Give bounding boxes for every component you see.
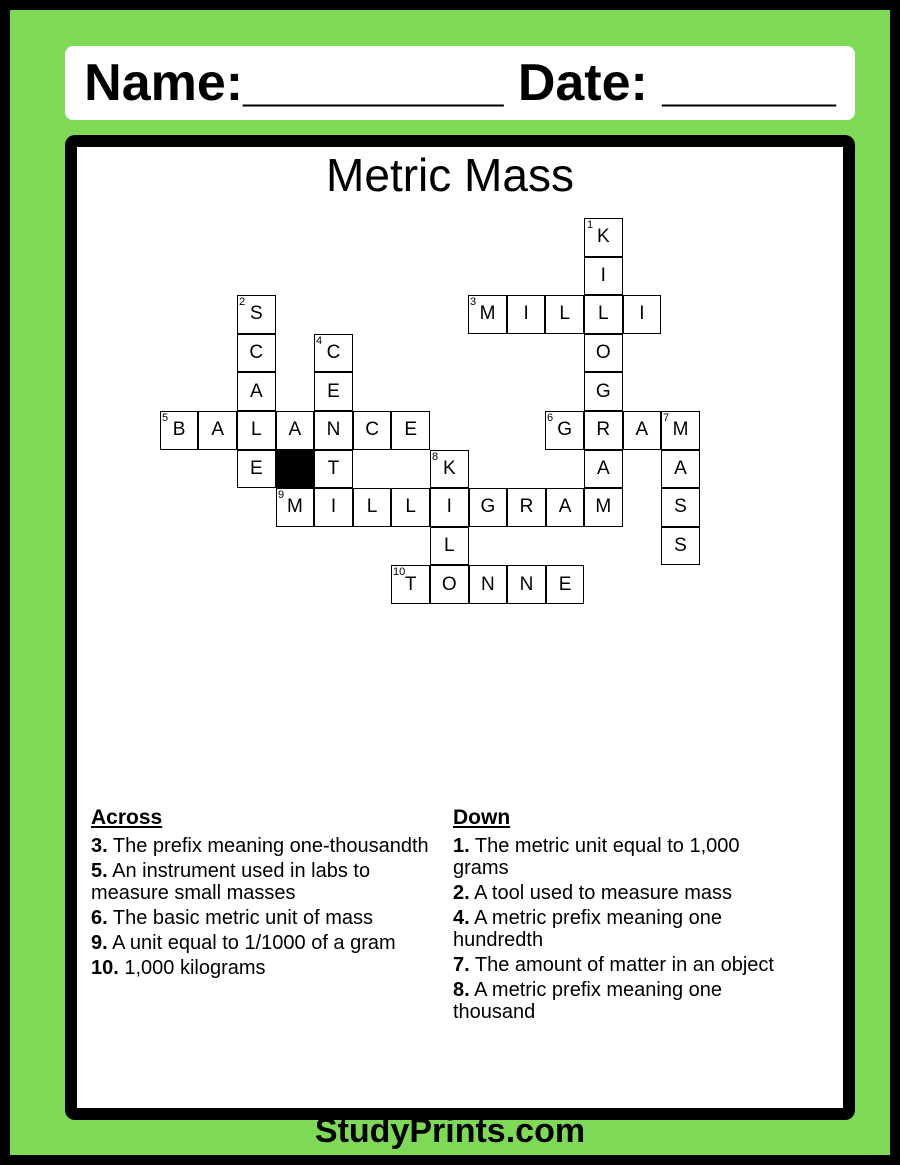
- cell-letter: T: [404, 573, 417, 595]
- crossword-cell[interactable]: [546, 488, 585, 527]
- page-title: Metric Mass: [326, 149, 574, 201]
- cell-letter: M: [479, 303, 496, 325]
- crossword-cell[interactable]: [584, 334, 623, 373]
- cell-letter: I: [523, 303, 529, 325]
- across-clues: [91, 807, 431, 982]
- down-clues: [453, 807, 783, 1026]
- crossword-cell[interactable]: [584, 411, 623, 450]
- clue-text: The basic metric unit of mass: [112, 907, 373, 929]
- cell-letter: S: [674, 496, 687, 518]
- footer-brand: StudyPrints.com: [314, 1112, 586, 1150]
- clue-number: 6.: [91, 907, 108, 929]
- crossword-cell[interactable]: [314, 411, 353, 450]
- cell-letter: C: [249, 342, 264, 364]
- clue-item: [91, 932, 431, 954]
- crossword-cell[interactable]: [237, 450, 276, 489]
- crossword-cell[interactable]: [584, 257, 623, 296]
- crossword-cell[interactable]: [430, 565, 469, 604]
- crossword-cell[interactable]: [391, 411, 430, 450]
- crossword-cell[interactable]: [198, 411, 237, 450]
- crossword-cell[interactable]: [623, 295, 662, 334]
- cell-letter: R: [596, 419, 611, 441]
- cell-letter: M: [672, 419, 689, 441]
- clue-item: [453, 954, 783, 976]
- clue-number: 10: [393, 566, 406, 578]
- cell-letter: A: [288, 419, 302, 441]
- clue-number: 5: [162, 412, 169, 424]
- crossword-cell[interactable]: [391, 488, 430, 527]
- cell-letter: N: [481, 573, 495, 595]
- crossword-cell[interactable]: [237, 411, 276, 450]
- clue-number: 3: [470, 296, 477, 308]
- crossword-cell[interactable]: [584, 372, 623, 411]
- crossword-cell[interactable]: [353, 488, 392, 527]
- cell-letter: A: [596, 457, 610, 479]
- clue-number: 8: [432, 451, 439, 463]
- clue-number: 2.: [453, 882, 470, 904]
- cell-letter: G: [480, 496, 496, 518]
- clue-number: 8.: [453, 979, 470, 1001]
- cell-letter: K: [596, 226, 610, 248]
- crossword-cell[interactable]: [430, 527, 469, 566]
- crossword-cell[interactable]: [276, 411, 315, 450]
- clue-number: 4.: [453, 907, 470, 929]
- cell-letter: C: [326, 342, 341, 364]
- cell-letter: A: [635, 419, 649, 441]
- crossword-cell[interactable]: [623, 411, 662, 450]
- cell-letter: E: [404, 419, 418, 441]
- crossword-cell[interactable]: [584, 295, 623, 334]
- clue-text: The amount of matter in an object: [474, 954, 774, 976]
- cell-letter: L: [598, 303, 609, 325]
- clue-number: 4: [316, 335, 323, 347]
- cell-letter: G: [557, 419, 573, 441]
- clue-text: A unit equal to 1/1000 of a gram: [112, 932, 396, 954]
- cell-letter: A: [674, 457, 687, 479]
- clue-item: [453, 979, 783, 1023]
- clue-item: [91, 957, 431, 979]
- crossword-cell[interactable]: [469, 488, 508, 527]
- crossword-cell[interactable]: [661, 527, 700, 566]
- crossword-cell[interactable]: [584, 450, 623, 489]
- crossword-cell[interactable]: [353, 411, 392, 450]
- cell-letter: I: [330, 496, 337, 518]
- crossword-cell[interactable]: [661, 450, 700, 489]
- cell-letter: L: [251, 419, 262, 441]
- cell-letter: A: [211, 419, 225, 441]
- cell-letter: L: [366, 496, 378, 518]
- clue-item: [453, 882, 783, 904]
- clue-number: 10.: [91, 957, 119, 979]
- name-date-line: Name:_________ Date: ______: [84, 54, 836, 112]
- clue-text: An instrument used in labs to measure small masses: [91, 860, 371, 904]
- cell-letter: N: [519, 573, 534, 595]
- cell-letter: E: [558, 573, 572, 595]
- cell-letter: S: [249, 303, 263, 325]
- clue-number: 7: [663, 412, 670, 424]
- clue-text: 1,000 kilograms: [124, 957, 266, 979]
- cell-letter: R: [519, 496, 534, 518]
- clue-item: [453, 907, 783, 951]
- cell-letter: G: [595, 380, 611, 402]
- clue-item: [91, 835, 431, 857]
- crossword-cell[interactable]: [545, 295, 584, 334]
- cell-letter: N: [326, 419, 341, 441]
- clue-text: A tool used to measure mass: [474, 882, 733, 904]
- crossword-cell[interactable]: [507, 565, 546, 604]
- cell-letter: C: [365, 419, 379, 441]
- down-heading: Down: [453, 806, 511, 829]
- crossword-cell[interactable]: [430, 488, 469, 527]
- cell-letter: E: [249, 457, 263, 479]
- clue-item: [91, 860, 431, 904]
- crossword-cell[interactable]: [237, 334, 276, 373]
- cell-letter: E: [327, 380, 340, 402]
- cell-letter: I: [446, 496, 452, 518]
- clue-number: 1: [587, 219, 594, 231]
- clue-text: A metric prefix meaning one thousand: [453, 979, 723, 1023]
- cell-letter: K: [442, 457, 456, 479]
- black-square: [276, 450, 315, 489]
- cell-letter: L: [559, 303, 570, 325]
- crossword-cell[interactable]: [469, 565, 508, 604]
- cell-letter: O: [595, 342, 611, 364]
- clue-number: 5.: [91, 860, 108, 882]
- crossword-cell[interactable]: [314, 450, 353, 489]
- cell-letter: I: [600, 264, 606, 286]
- cell-letter: M: [595, 496, 612, 518]
- clue-number: 6: [547, 412, 554, 424]
- cell-letter: A: [249, 380, 263, 402]
- crossword-cell[interactable]: [237, 372, 276, 411]
- clue-number: 9: [278, 489, 285, 501]
- clue-text: The prefix meaning one-thousandth: [112, 835, 429, 857]
- cell-letter: L: [405, 496, 416, 518]
- crossword-cell[interactable]: [507, 295, 546, 334]
- cell-letter: I: [639, 303, 645, 325]
- clue-item: [453, 835, 783, 879]
- crossword-cell[interactable]: [661, 488, 700, 527]
- clue-number: 7.: [453, 954, 470, 976]
- cell-letter: O: [441, 573, 457, 595]
- clue-number: 9.: [91, 932, 108, 954]
- cell-letter: L: [444, 535, 455, 557]
- clue-item: [91, 907, 431, 929]
- crossword-cell[interactable]: [314, 488, 353, 527]
- across-heading: Across: [91, 806, 163, 829]
- cell-letter: T: [327, 457, 340, 479]
- cell-letter: B: [172, 419, 186, 441]
- crossword-cell[interactable]: [584, 488, 623, 527]
- clue-number: 1.: [453, 835, 470, 857]
- clue-text: A metric prefix meaning one hundredth: [453, 907, 723, 951]
- crossword-cell[interactable]: [546, 565, 585, 604]
- crossword-cell[interactable]: [314, 372, 353, 411]
- clue-text: The metric unit equal to 1,000 grams: [453, 835, 740, 879]
- clue-number: 3.: [91, 835, 108, 857]
- crossword-cell[interactable]: [507, 488, 546, 527]
- cell-letter: M: [286, 496, 303, 518]
- clue-number: 2: [239, 296, 246, 308]
- cell-letter: S: [674, 535, 687, 557]
- cell-letter: A: [558, 496, 572, 518]
